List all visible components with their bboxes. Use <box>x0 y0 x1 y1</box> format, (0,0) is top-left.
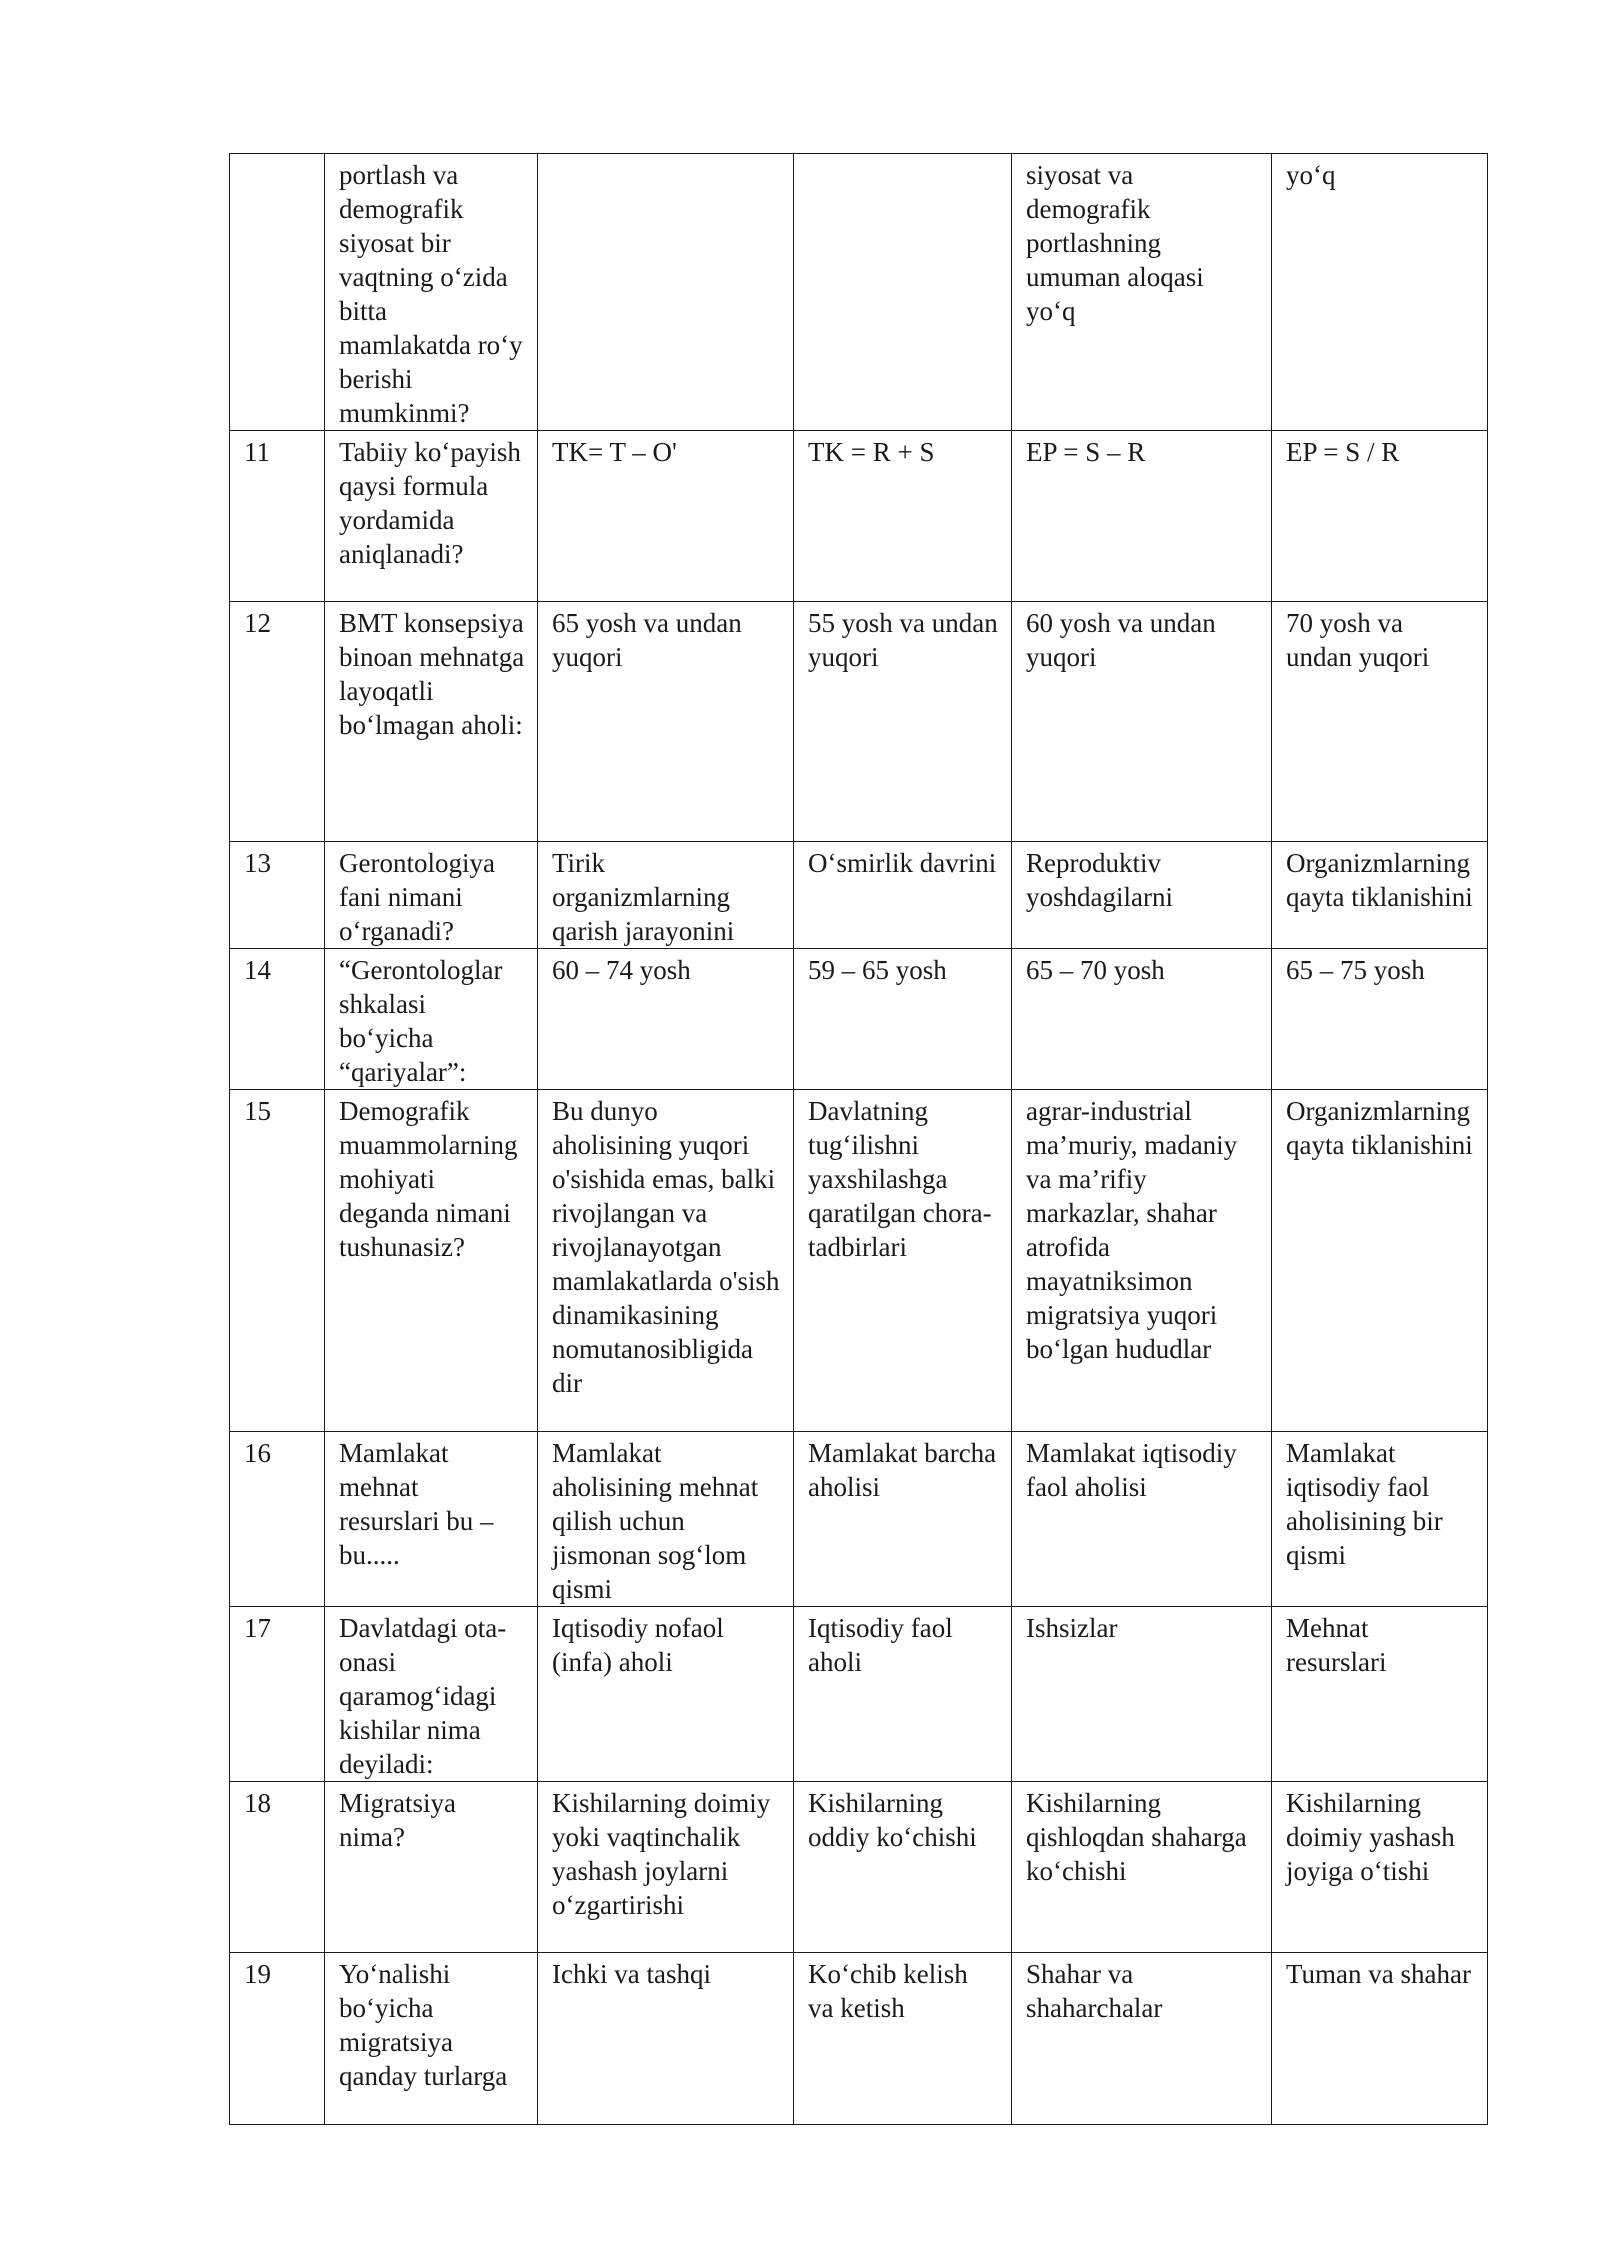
question-text: Demografik muammolarning mohiyati deganda nimani tushunasiz? <box>325 1090 538 1432</box>
answer-option-b: O‘smirlik davrini <box>794 842 1012 949</box>
answer-option-c: Reproduktiv yoshdagilarni <box>1012 842 1272 949</box>
answer-option-d: 65 – 75 yosh <box>1272 949 1488 1090</box>
answer-option-c: Shahar va shaharchalar <box>1012 1953 1272 2125</box>
answer-option-a <box>538 154 794 431</box>
question-text: Yo‘nalishi bo‘yicha migratsiya qanday turlarga <box>325 1953 538 2125</box>
answer-option-d: 70 yosh va undan yuqori <box>1272 602 1488 842</box>
question-number: 13 <box>230 842 325 949</box>
answer-option-b: Mamlakat barcha aholisi <box>794 1432 1012 1607</box>
question-text: Migratsiya nima? <box>325 1782 538 1953</box>
question-text: BMT konsepsiya binoan mehnatga layoqatli bo‘lmagan aholi: <box>325 602 538 842</box>
answer-option-a: 60 – 74 yosh <box>538 949 794 1090</box>
table-row <box>230 1607 1488 1782</box>
answer-option-c: EP = S – R <box>1012 431 1272 602</box>
table-row <box>230 1090 1488 1432</box>
table-row <box>230 949 1488 1090</box>
question-number: 12 <box>230 602 325 842</box>
question-text: Davlatdagi ota-onasi qaramog‘idagi kishilar nima deyiladi: <box>325 1607 538 1782</box>
answer-option-d: Kishilarning doimiy yashash joyiga o‘tishi <box>1272 1782 1488 1953</box>
answer-option-a: Iqtisodiy nofaol (infa) aholi <box>538 1607 794 1782</box>
answer-option-c: 60 yosh va undan yuqori <box>1012 602 1272 842</box>
table-row <box>230 431 1488 602</box>
question-text: “Gerontologlar shkalasi bo‘yicha “qariyalar”: <box>325 949 538 1090</box>
answer-option-d: Mehnat resurslari <box>1272 1607 1488 1782</box>
question-number: 15 <box>230 1090 325 1432</box>
answer-option-d: EP = S / R <box>1272 431 1488 602</box>
table-row <box>230 154 1488 431</box>
table-row <box>230 1782 1488 1953</box>
question-number: 18 <box>230 1782 325 1953</box>
question-number <box>230 154 325 431</box>
answer-option-d: Organizmlarning qayta tiklanishini <box>1272 842 1488 949</box>
quiz-table <box>229 153 1488 2125</box>
answer-option-d: Tuman va shahar <box>1272 1953 1488 2125</box>
answer-option-b <box>794 154 1012 431</box>
table-row <box>230 842 1488 949</box>
question-number: 19 <box>230 1953 325 2125</box>
answer-option-a: Kishilarning doimiy yoki vaqtinchalik yashash joylarni o‘zgartirishi <box>538 1782 794 1953</box>
answer-option-a: Tirik organizmlarning qarish jarayonini <box>538 842 794 949</box>
answer-option-c: Mamlakat iqtisodiy faol aholisi <box>1012 1432 1272 1607</box>
question-number: 14 <box>230 949 325 1090</box>
answer-option-b: 59 – 65 yosh <box>794 949 1012 1090</box>
answer-option-c: Kishilarning qishloqdan shaharga ko‘chishi <box>1012 1782 1272 1953</box>
answer-option-a: Mamlakat aholisining mehnat qilish uchun jismonan sog‘lom qismi <box>538 1432 794 1607</box>
question-number: 11 <box>230 431 325 602</box>
answer-option-b: Iqtisodiy faol aholi <box>794 1607 1012 1782</box>
answer-option-a: TK= T – O' <box>538 431 794 602</box>
answer-option-b: Davlatning tug‘ilishni yaxshilashga qaratilgan chora-tadbirlari <box>794 1090 1012 1432</box>
answer-option-c: 65 – 70 yosh <box>1012 949 1272 1090</box>
table-row <box>230 602 1488 842</box>
question-number: 17 <box>230 1607 325 1782</box>
answer-option-c: agrar-industrial ma’muriy, madaniy va ma’rifiy markazlar, shahar atrofida mayatniksimon migratsiya yuqori bo‘lgan hududlar <box>1012 1090 1272 1432</box>
answer-option-b: TK = R + S <box>794 431 1012 602</box>
question-text: Gerontologiya fani nimani o‘rganadi? <box>325 842 538 949</box>
answer-option-b: 55 yosh va undan yuqori <box>794 602 1012 842</box>
answer-option-c: siyosat va demografik portlashning umuman aloqasi yo‘q <box>1012 154 1272 431</box>
answer-option-a: Ichki va tashqi <box>538 1953 794 2125</box>
question-number: 16 <box>230 1432 325 1607</box>
question-text: Mamlakat mehnat resurslari bu – bu..... <box>325 1432 538 1607</box>
answer-option-a: 65 yosh va undan yuqori <box>538 602 794 842</box>
question-text: Tabiiy ko‘payish qaysi formula yordamida aniqlanadi? <box>325 431 538 602</box>
table-row <box>230 1953 1488 2125</box>
answer-option-c: Ishsizlar <box>1012 1607 1272 1782</box>
answer-option-a: Bu dunyo aholisining yuqori o'sishida emas, balki rivojlangan va rivojlanayotgan mamlakatlarda o'sish dinamikasining nomutanosibligida dir <box>538 1090 794 1432</box>
answer-option-d: Organizmlarning qayta tiklanishini <box>1272 1090 1488 1432</box>
answer-option-d: Mamlakat iqtisodiy faol aholisining bir qismi <box>1272 1432 1488 1607</box>
answer-option-d: yo‘q <box>1272 154 1488 431</box>
table-row <box>230 1432 1488 1607</box>
answer-option-b: Ko‘chib kelish va ketish <box>794 1953 1012 2125</box>
answer-option-b: Kishilarning oddiy ko‘chishi <box>794 1782 1012 1953</box>
question-text: portlash va demografik siyosat bir vaqtning o‘zida bitta mamlakatda ro‘y berishi mumkinmi? <box>325 154 538 431</box>
